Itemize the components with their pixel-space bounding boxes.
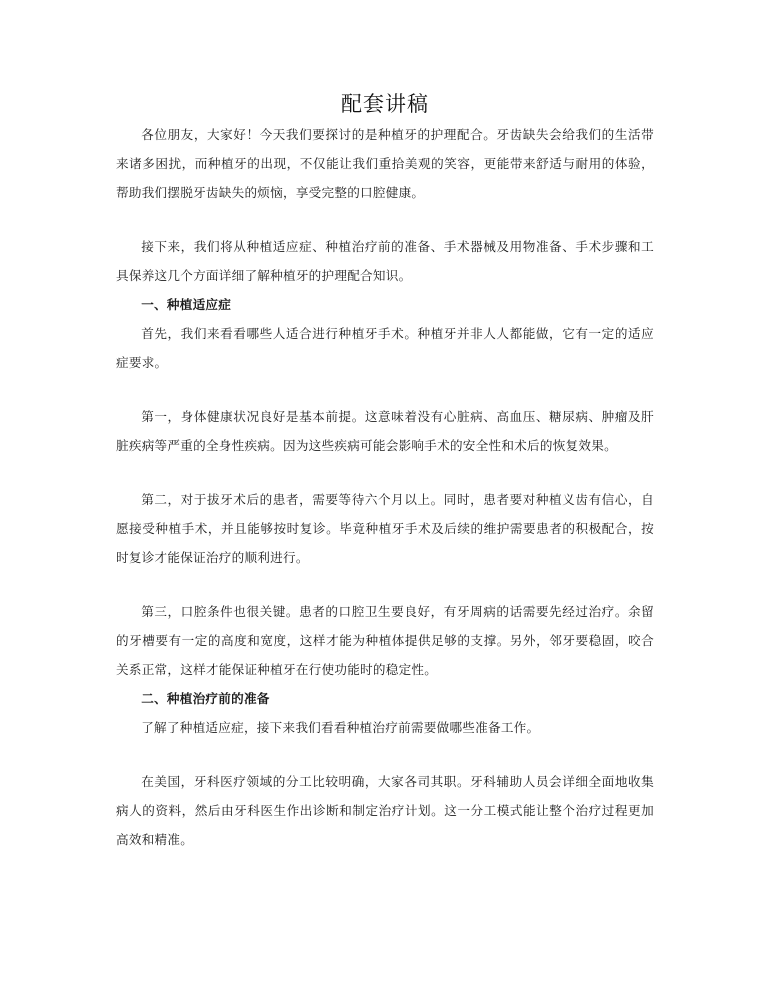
paragraph-preparation-intro: 了解了种植适应症，接下来我们看看种植治疗前需要做哪些准备工作。 bbox=[141, 720, 540, 735]
paragraph-indication-extraction: 第二，对于拔牙术后的患者，需要等待六个月以上。同时，患者要对种植义齿有信心，自愿接受种植手术，并且能够按时复诊。毕竟种植牙手术及后续的维护需要患者的积极配合，按时复诊才能保证治疗的顺利进行。 bbox=[116, 492, 654, 565]
paragraph-preparation-usa: 在美国，牙科医疗领域的分工比较明确，大家各司其职。牙科辅助人员会详细全面地收集病人的资料，然后由牙科医生作出诊断和制定治疗计划。这一分工模式能让整个治疗过程更加高效和精准。 bbox=[116, 774, 654, 847]
document-title: 配套讲稿 bbox=[341, 92, 429, 116]
paragraph-overview: 接下来，我们将从种植适应症、种植治疗前的准备、手术器械及用物准备、手术步骤和工具保养这几个方面详细了解种植牙的护理配合知识。 bbox=[116, 239, 654, 283]
section-heading-preparation: 二、种植治疗前的准备 bbox=[141, 691, 270, 706]
paragraph-indication-oral: 第三，口腔条件也很关键。患者的口腔卫生要良好，有牙周病的话需要先经过治疗。余留的牙槽要有一定的高度和宽度，这样才能为种植体提供足够的支撑。另外，邻牙要稳固，咬合关系正常，这样才能保证种植牙在行使功能时的稳定性。 bbox=[116, 604, 654, 677]
document-body bbox=[116, 120, 654, 854]
section-heading-indications: 一、种植适应症 bbox=[141, 297, 232, 312]
paragraph-indication-health: 第一，身体健康状况良好是基本前提。这意味着没有心脏病、高血压、糖尿病、肿瘤及肝脏疾病等严重的全身性疾病。因为这些疾病可能会影响手术的安全性和术后的恢复效果。 bbox=[116, 409, 654, 453]
paragraph-intro: 各位朋友，大家好！今天我们要探讨的是种植牙的护理配合。牙齿缺失会给我们的生活带来诸多困扰，而种植牙的出现，不仅能让我们重拾美观的笑容，更能带来舒适与耐用的体验，帮助我们摆脱牙齿缺失的烦恼，享受完整的口腔健康。 bbox=[116, 127, 654, 200]
paragraph-indications-intro: 首先，我们来看看哪些人适合进行种植牙手术。种植牙并非人人都能做，它有一定的适应症要求。 bbox=[116, 326, 654, 370]
